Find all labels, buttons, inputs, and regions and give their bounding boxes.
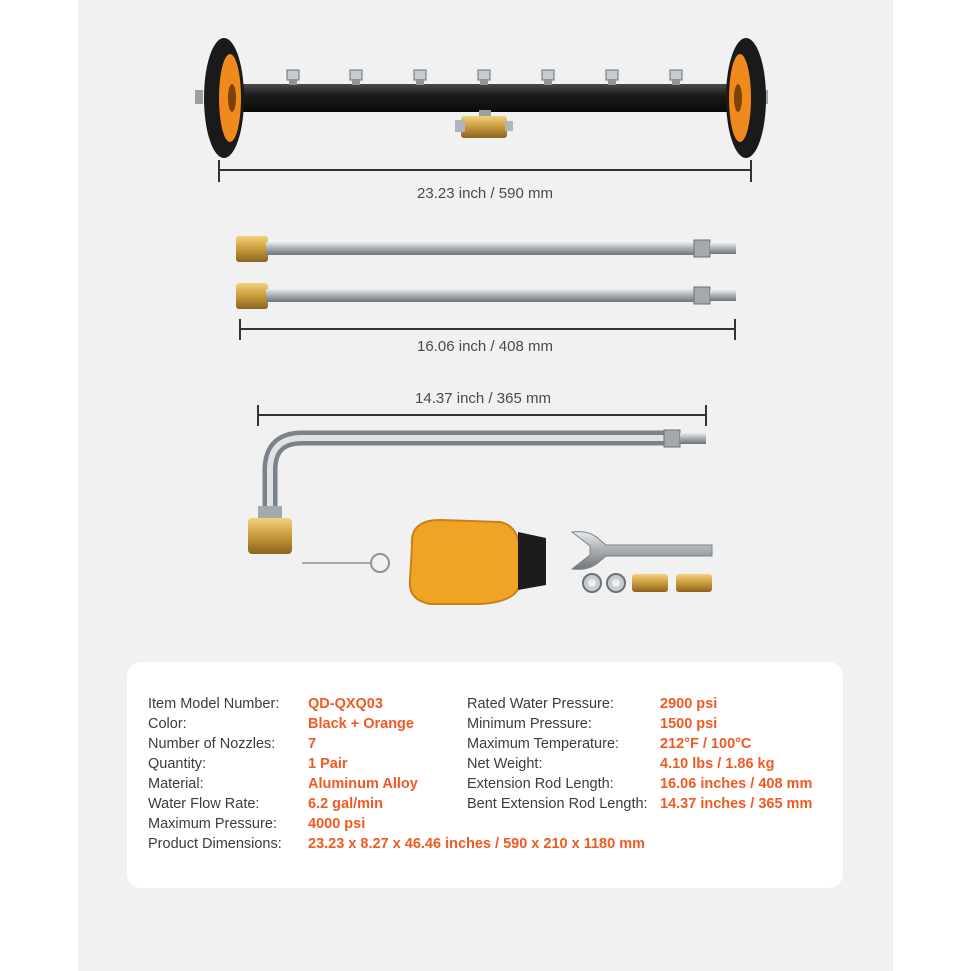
spec-value: 4.10 lbs / 1.86 kg [660, 756, 775, 772]
bent-rod-dimension-label: 14.37 inch / 365 mm [415, 390, 551, 407]
left-wheel [204, 38, 244, 158]
spec-label: Extension Rod Length: [467, 776, 614, 792]
spec-label: Net Weight: [467, 756, 543, 772]
wrench [572, 532, 712, 570]
spec-label: Material: [148, 776, 204, 792]
spec-value: 212°F / 100°C [660, 736, 752, 752]
spec-value: 16.06 inches / 408 mm [660, 776, 813, 792]
spec-label: Minimum Pressure: [467, 716, 592, 732]
spec-value: 1500 psi [660, 716, 718, 732]
right-wheel [726, 38, 766, 158]
nuts-and-fittings [583, 574, 712, 592]
dimension-line-width [219, 160, 751, 182]
dimension-line-bent-rod [258, 405, 706, 426]
specifications-card [127, 662, 843, 888]
undercarriage-cleaner [195, 38, 768, 158]
spec-value: 4000 psi [308, 816, 366, 832]
nozzles [287, 70, 682, 85]
extension-rod-1 [236, 236, 736, 262]
spec-label: Item Model Number: [148, 696, 280, 712]
spray-bar-tube [225, 84, 745, 112]
brass-inlet-coupler [455, 110, 513, 138]
spec-value: Aluminum Alloy [308, 776, 418, 792]
spec-value: 1 Pair [308, 756, 348, 772]
spec-value: 23.23 x 8.27 x 46.46 inches / 590 x 210 x 1180 mm [308, 836, 645, 852]
spec-label: Maximum Pressure: [148, 816, 277, 832]
spec-value: 14.37 inches / 365 mm [660, 796, 813, 812]
spec-label: Color: [148, 716, 187, 732]
cleaning-pin [302, 554, 389, 572]
spec-label: Water Flow Rate: [148, 796, 260, 812]
rod-dimension-label: 16.06 inch / 408 mm [417, 338, 553, 355]
dimension-line-rod [240, 319, 735, 340]
spec-label: Rated Water Pressure: [467, 696, 614, 712]
spec-label: Bent Extension Rod Length: [467, 796, 648, 812]
width-dimension-label: 23.23 inch / 590 mm [417, 185, 553, 202]
spec-value: 2900 psi [660, 696, 718, 712]
spec-value: 6.2 gal/min [308, 796, 383, 812]
spec-value: QD-QXQ03 [308, 696, 383, 712]
spec-value: Black + Orange [308, 716, 414, 732]
spec-label: Maximum Temperature: [467, 736, 620, 752]
spec-label: Quantity: [148, 756, 207, 772]
spec-value: 7 [308, 736, 317, 752]
spec-label: Product Dimensions: [148, 836, 282, 852]
spec-label: Number of Nozzles: [148, 736, 276, 752]
microfiber-mitt [410, 520, 546, 604]
extension-rod-2 [236, 283, 736, 309]
